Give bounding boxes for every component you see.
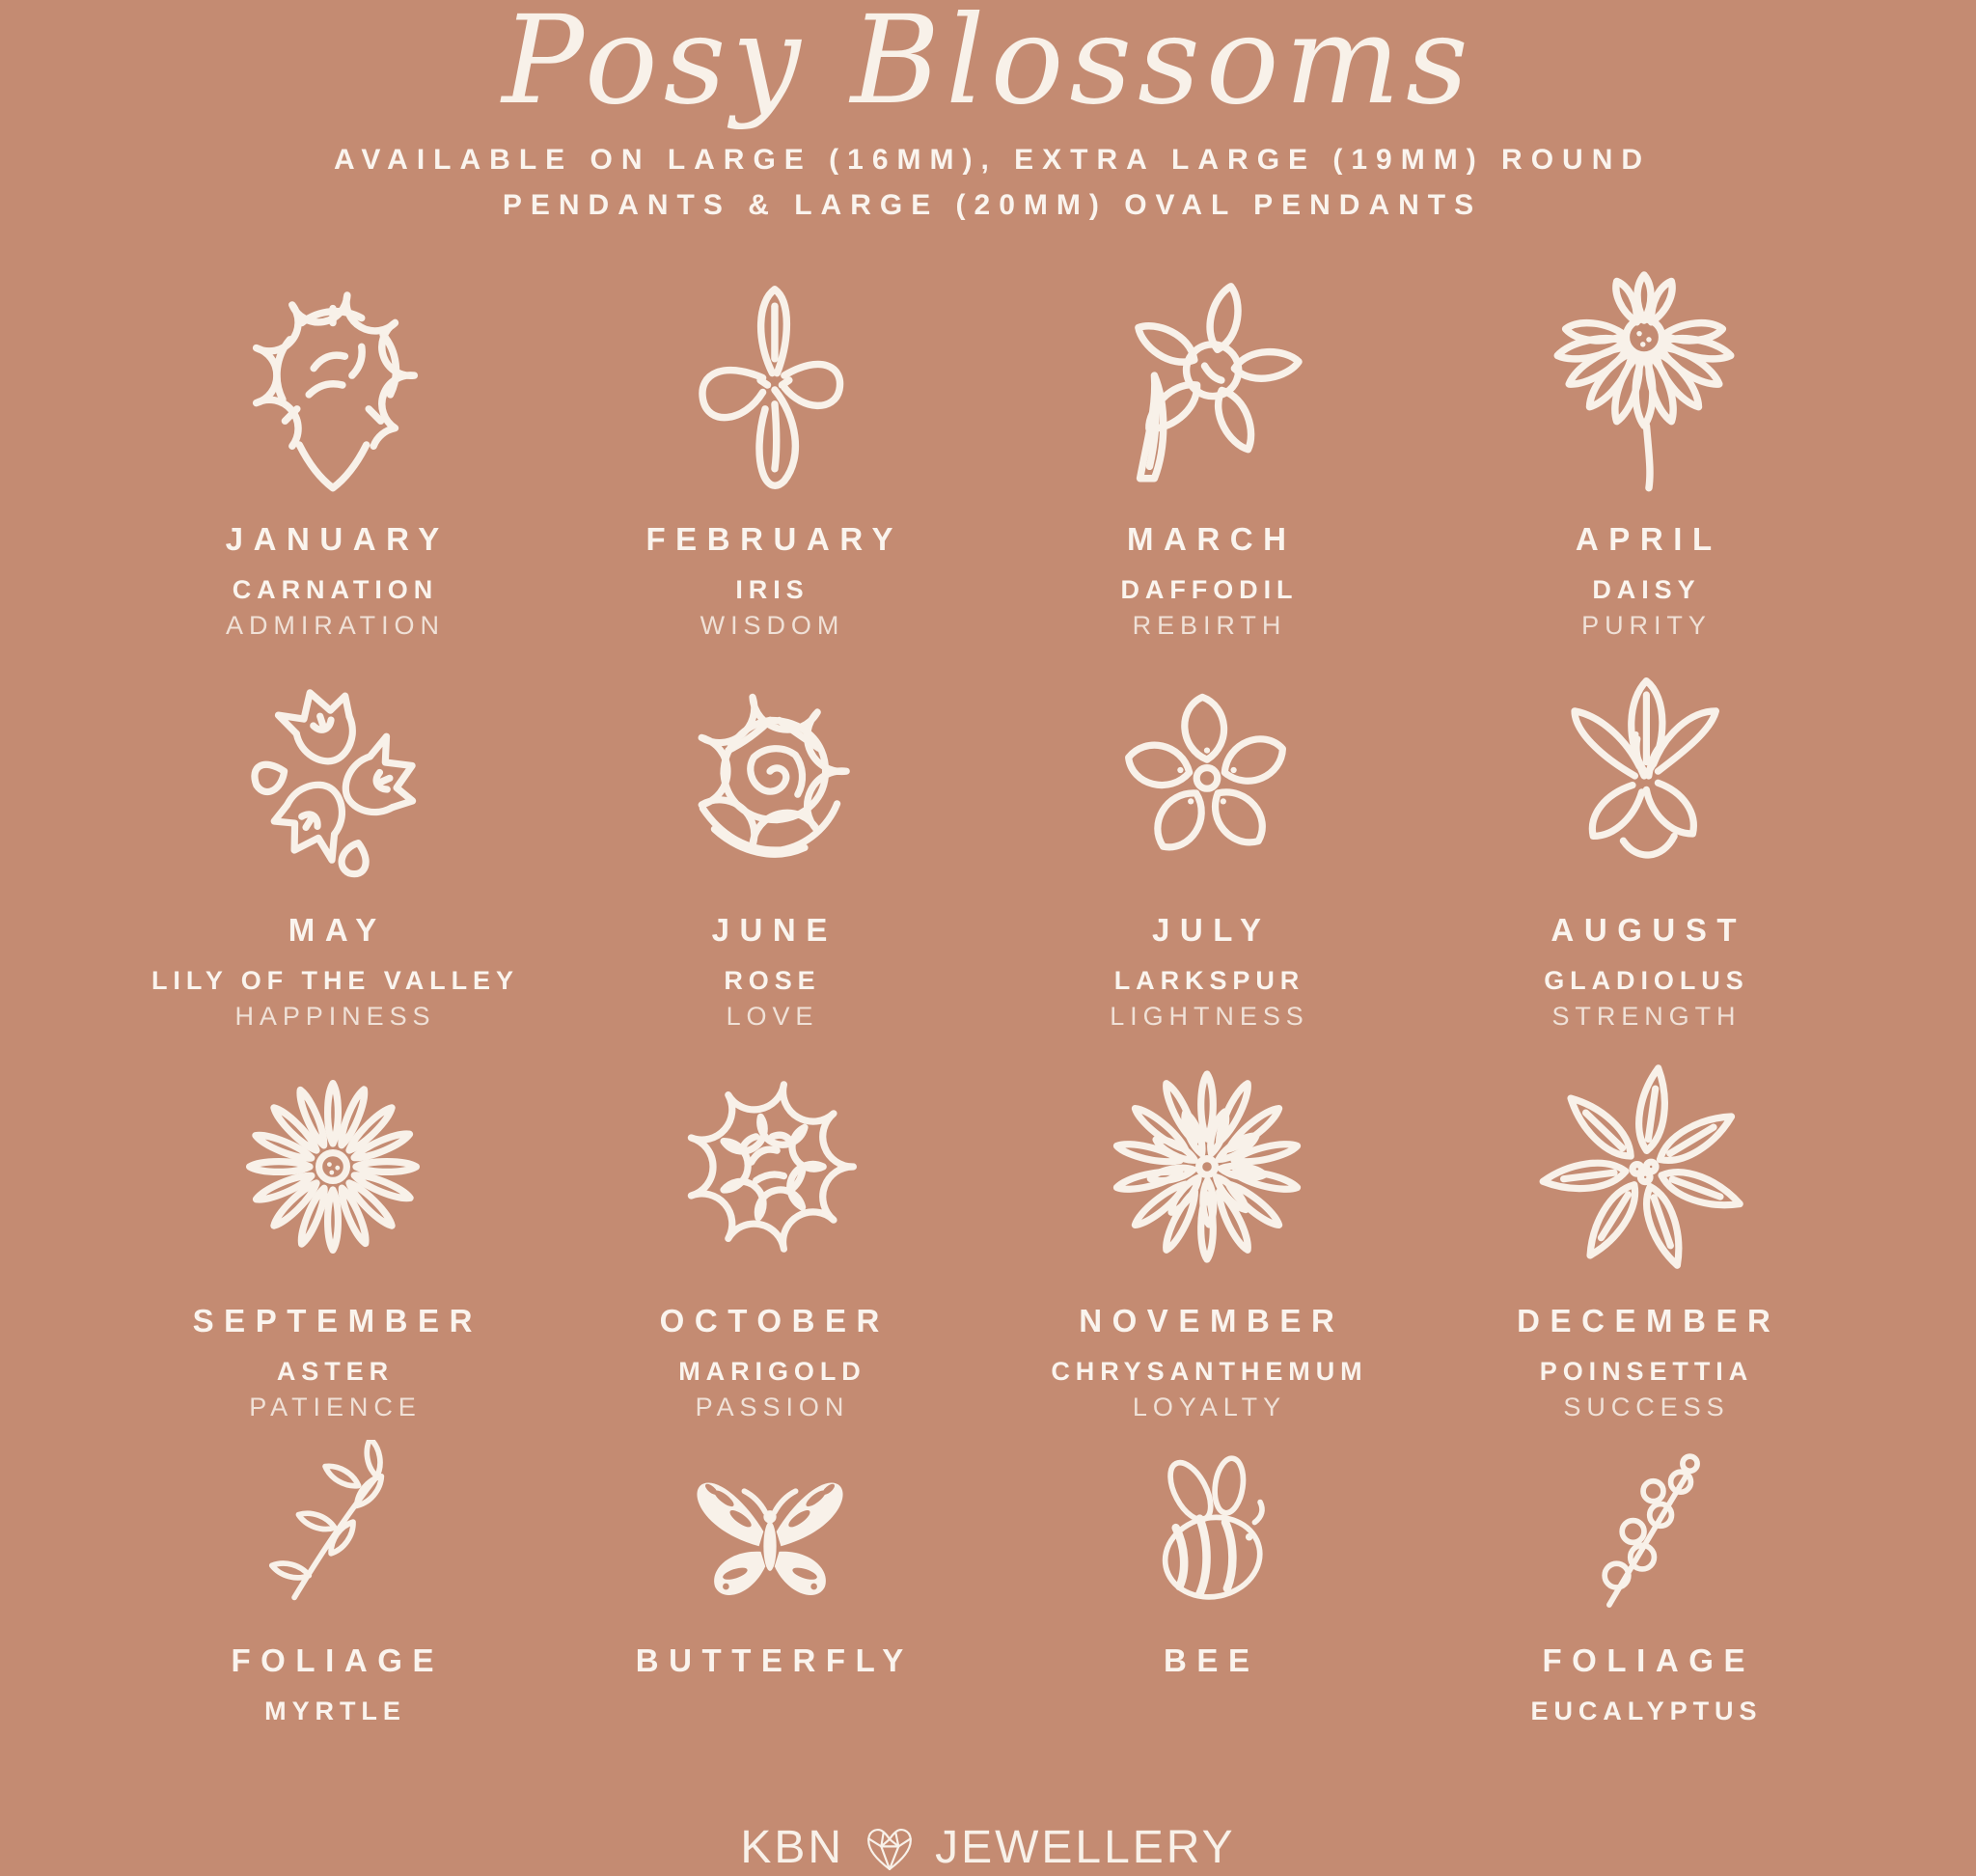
grid-cell-march <box>988 249 1425 640</box>
bee-label: BEE <box>1164 1642 1260 1678</box>
grid-cell-june <box>551 640 988 1031</box>
butterfly-label: BUTTERFLY <box>635 1642 914 1678</box>
bee-icon <box>1115 1440 1299 1623</box>
lily-of-the-valley-icon <box>217 660 449 892</box>
flower-meaning: PATIENCE <box>249 1393 422 1421</box>
grid-cell-january <box>114 249 551 640</box>
flower-name: GLADIOLUS <box>1544 966 1749 995</box>
eucalyptus-foliage-icon <box>1552 1440 1736 1623</box>
grid-cell-foliage-eucalyptus <box>1425 1421 1862 1761</box>
flower-name: DAISY <box>1592 575 1701 604</box>
myrtle-foliage-icon <box>241 1440 425 1623</box>
flower-meaning: LIGHTNESS <box>1110 1002 1309 1031</box>
flower-name: LILY OF THE VALLEY <box>151 966 519 995</box>
flower-name: CHRYSANTHEMUM <box>1051 1357 1368 1386</box>
subtitle <box>0 137 1976 228</box>
geometric-heart-icon <box>860 1820 919 1874</box>
daisy-icon <box>1524 265 1764 505</box>
month-label: SEPTEMBER <box>192 1303 482 1338</box>
page-title: Posy Blossoms <box>502 0 1474 131</box>
grid-cell-august <box>1425 640 1862 1031</box>
flower-name: ASTER <box>276 1357 395 1386</box>
month-label: JUNE <box>711 912 837 948</box>
month-label: AUGUST <box>1551 912 1747 948</box>
subtitle-line-2: PENDANTS & LARGE (20MM) OVAL PENDANTS <box>502 189 1483 221</box>
larkspur-icon <box>1091 660 1323 892</box>
grid-cell-may <box>114 640 551 1031</box>
butterfly-icon <box>678 1440 862 1623</box>
month-label: OCTOBER <box>659 1303 890 1338</box>
subtitle-line-1: AVAILABLE ON LARGE (16MM), EXTRA LARGE (19MM) ROUND <box>333 144 1652 176</box>
foliage-name: MYRTLE <box>264 1697 406 1725</box>
month-label: MARCH <box>1126 521 1297 557</box>
poinsettia-icon <box>1528 1051 1760 1283</box>
iris-icon <box>650 265 890 505</box>
foliage-name: EUCALYPTUS <box>1530 1697 1763 1725</box>
flower-name: MARIGOLD <box>678 1357 866 1386</box>
blossom-grid <box>0 249 1976 1761</box>
flower-name: LARKSPUR <box>1113 966 1305 995</box>
flower-meaning: STRENGTH <box>1551 1002 1742 1031</box>
flower-meaning: PASSION <box>695 1393 850 1421</box>
grid-cell-april <box>1425 249 1862 640</box>
flower-name: POINSETTIA <box>1539 1357 1754 1386</box>
month-label: NOVEMBER <box>1079 1303 1345 1338</box>
rose-icon <box>654 660 886 892</box>
month-label: JANUARY <box>225 521 450 557</box>
daffodil-icon <box>1087 265 1327 505</box>
flower-name: DAFFODIL <box>1120 575 1299 604</box>
grid-cell-september <box>114 1031 551 1421</box>
month-label: APRIL <box>1575 521 1722 557</box>
flower-meaning: HAPPINESS <box>234 1002 436 1031</box>
grid-cell-bee <box>988 1421 1425 1761</box>
flower-name: IRIS <box>735 575 810 604</box>
month-label: DECEMBER <box>1517 1303 1781 1338</box>
foliage-label: FOLIAGE <box>231 1642 445 1678</box>
flower-meaning: SUCCESS <box>1563 1393 1730 1421</box>
month-label: FEBRUARY <box>645 521 904 557</box>
flower-meaning: WISDOM <box>700 611 845 640</box>
brand-prefix: KBN <box>740 1822 845 1873</box>
grid-cell-november <box>988 1031 1425 1421</box>
flower-name: CARNATION <box>232 575 439 604</box>
flower-meaning: ADMIRATION <box>226 611 445 640</box>
aster-icon <box>217 1051 449 1283</box>
grid-cell-october <box>551 1031 988 1421</box>
month-label: MAY <box>288 912 387 948</box>
month-label: JULY <box>1151 912 1272 948</box>
grid-cell-july <box>988 640 1425 1031</box>
brand-footer <box>0 1820 1976 1876</box>
grid-cell-foliage-myrtle <box>114 1421 551 1761</box>
grid-cell-february <box>551 249 988 640</box>
brand-suffix: JEWELLERY <box>935 1822 1236 1873</box>
flower-meaning: PURITY <box>1581 611 1712 640</box>
gladiolus-icon <box>1528 660 1760 892</box>
flower-name: ROSE <box>724 966 821 995</box>
grid-cell-butterfly <box>551 1421 988 1761</box>
flower-meaning: LOYALTY <box>1132 1393 1287 1421</box>
flower-meaning: LOVE <box>726 1002 819 1031</box>
carnation-icon <box>213 265 453 505</box>
grid-cell-december <box>1425 1031 1862 1421</box>
foliage-label: FOLIAGE <box>1542 1642 1756 1678</box>
marigold-icon <box>654 1051 886 1283</box>
flower-meaning: REBIRTH <box>1132 611 1287 640</box>
chrysanthemum-icon <box>1091 1051 1323 1283</box>
